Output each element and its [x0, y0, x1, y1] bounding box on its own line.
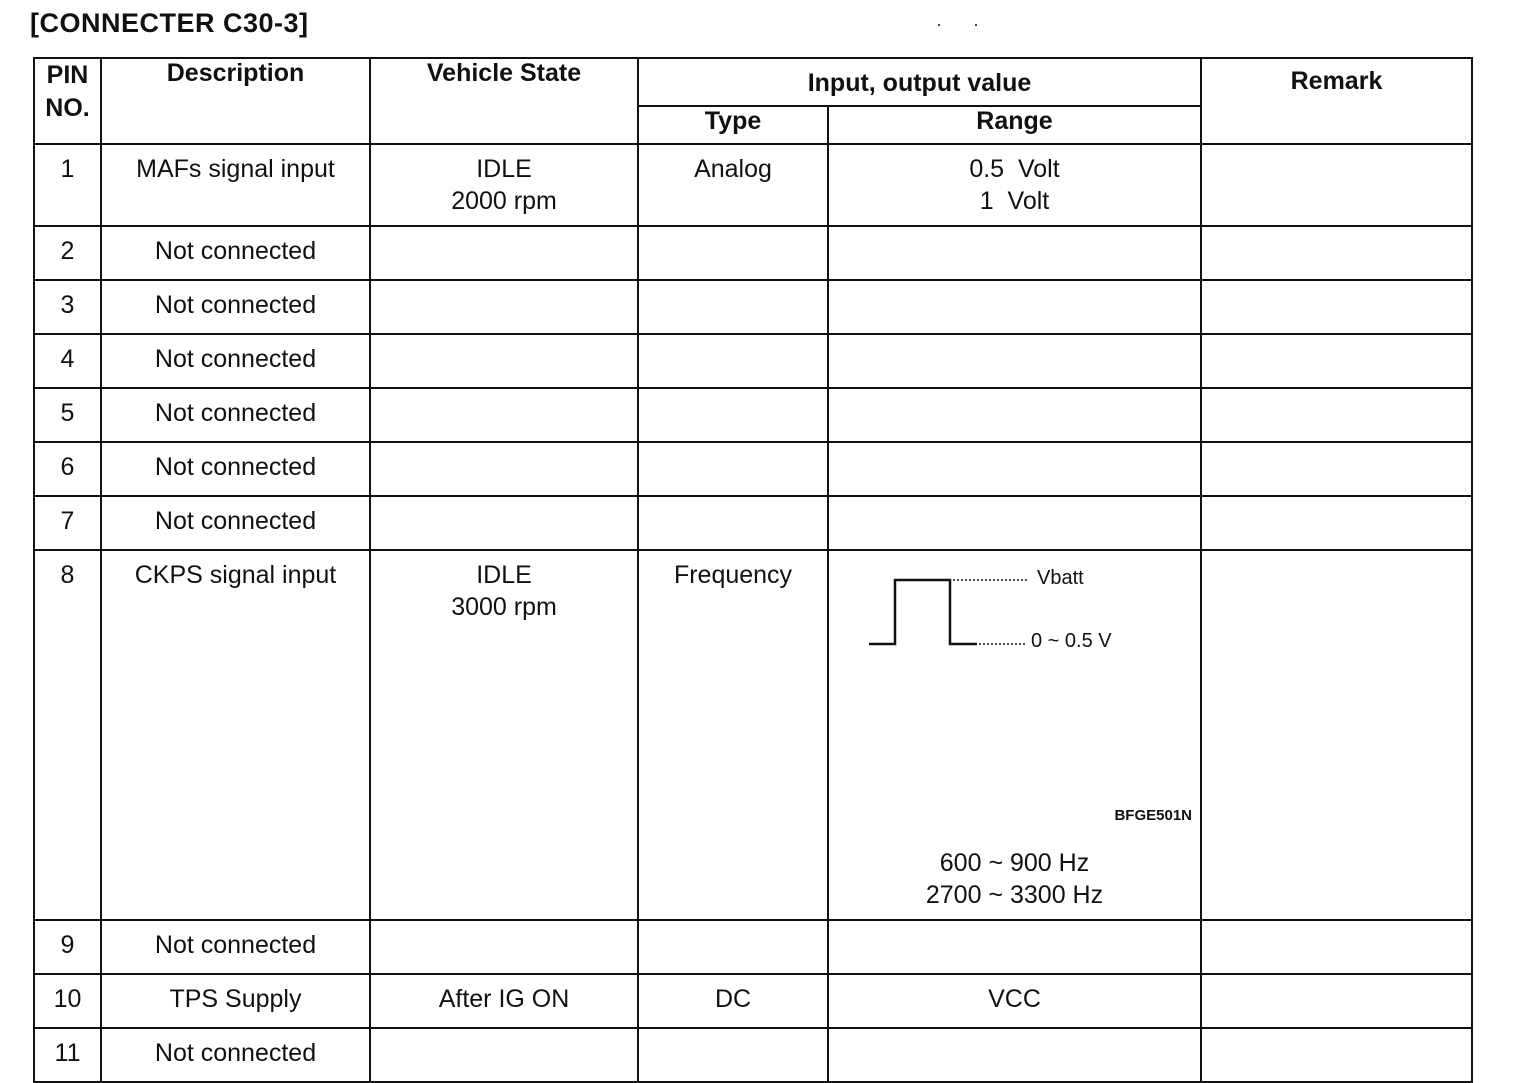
pin-description: Not connected	[101, 1028, 370, 1082]
vehicle-state-line: IDLE	[476, 155, 532, 183]
table-row	[34, 496, 1472, 550]
signal-range	[828, 496, 1201, 550]
signal-type	[638, 442, 828, 496]
pin-description: CKPS signal input	[101, 550, 370, 920]
pin-number: 9	[34, 920, 101, 974]
vehicle-state	[370, 388, 638, 442]
remark-cell	[1201, 1028, 1472, 1082]
signal-range	[828, 280, 1201, 334]
table-header-row	[34, 58, 1472, 106]
pin-number: 7	[34, 496, 101, 550]
vehicle-state	[370, 144, 638, 226]
vehicle-state	[370, 280, 638, 334]
signal-range	[828, 550, 1201, 920]
pin-description: Not connected	[101, 442, 370, 496]
description-header: Description	[101, 58, 370, 144]
vehicle-state: After IG ON	[370, 974, 638, 1028]
io-value-header: Input, output value	[638, 58, 1201, 106]
vehicle-state	[370, 1028, 638, 1082]
pin-description: MAFs signal input	[101, 144, 370, 226]
pin-number: 8	[34, 550, 101, 920]
remark-cell	[1201, 334, 1472, 388]
scan-speck	[975, 24, 977, 26]
table-row	[34, 1028, 1472, 1082]
table-row	[34, 442, 1472, 496]
pin-no-header	[34, 58, 101, 144]
pin-header-line2: NO.	[45, 94, 90, 122]
signal-type: DC	[638, 974, 828, 1028]
signal-range	[828, 334, 1201, 388]
remark-cell	[1201, 496, 1472, 550]
type-header: Type	[638, 106, 828, 144]
signal-type: Frequency	[638, 550, 828, 920]
remark-cell	[1201, 144, 1472, 226]
signal-range	[828, 920, 1201, 974]
pin-number: 10	[34, 974, 101, 1028]
signal-range	[828, 442, 1201, 496]
pin-number: 1	[34, 144, 101, 226]
pin-number: 11	[34, 1028, 101, 1082]
pin-number: 4	[34, 334, 101, 388]
remark-cell	[1201, 226, 1472, 280]
frequency-range	[829, 847, 1200, 911]
table-row	[34, 334, 1472, 388]
table-row	[34, 388, 1472, 442]
vbatt-label: Vbatt	[1037, 567, 1084, 589]
signal-type	[638, 496, 828, 550]
pin-description: TPS Supply	[101, 974, 370, 1028]
signal-type	[638, 388, 828, 442]
connector-title: [CONNECTER C30-3]	[30, 8, 309, 38]
signal-range	[828, 1028, 1201, 1082]
remark-cell	[1201, 974, 1472, 1028]
square-wave-line	[869, 580, 977, 644]
vehicle-state	[370, 226, 638, 280]
vehicle-state	[370, 334, 638, 388]
table-row	[34, 226, 1472, 280]
pin-number: 6	[34, 442, 101, 496]
pin-description: Not connected	[101, 226, 370, 280]
range-line: 0.5 Volt	[969, 155, 1060, 183]
signal-range	[828, 226, 1201, 280]
remark-cell	[1201, 442, 1472, 496]
vehicle-state	[370, 496, 638, 550]
table-row	[34, 920, 1472, 974]
pin-description: Not connected	[101, 280, 370, 334]
vehicle-state-header: Vehicle State	[370, 58, 638, 144]
signal-type	[638, 226, 828, 280]
signal-range	[828, 388, 1201, 442]
range-line: 2700 ~ 3300 Hz	[925, 881, 1104, 909]
remark-cell	[1201, 280, 1472, 334]
table-row	[34, 974, 1472, 1028]
signal-range	[828, 144, 1201, 226]
range-line: 600 ~ 900 Hz	[939, 849, 1090, 877]
remark-cell	[1201, 920, 1472, 974]
vehicle-state	[370, 550, 638, 920]
vehicle-state-line: IDLE	[476, 561, 532, 589]
pin-number: 3	[34, 280, 101, 334]
remark-cell	[1201, 388, 1472, 442]
remark-cell	[1201, 550, 1472, 920]
square-wave-diagram	[829, 551, 1202, 801]
signal-type	[638, 1028, 828, 1082]
pin-description: Not connected	[101, 496, 370, 550]
table-row	[34, 280, 1472, 334]
pin-description: Not connected	[101, 920, 370, 974]
signal-range: VCC	[828, 974, 1201, 1028]
table-row	[34, 550, 1472, 920]
range-line: 1 Volt	[979, 187, 1050, 215]
table-row	[34, 144, 1472, 226]
pin-header-line1: PIN	[46, 61, 89, 89]
pin-number: 2	[34, 226, 101, 280]
vehicle-state	[370, 920, 638, 974]
pin-number: 5	[34, 388, 101, 442]
pin-description: Not connected	[101, 388, 370, 442]
pin-description: Not connected	[101, 334, 370, 388]
remark-header: Remark	[1201, 58, 1472, 144]
vehicle-state-line: 2000 rpm	[451, 187, 557, 215]
signal-type	[638, 334, 828, 388]
signal-type	[638, 920, 828, 974]
range-header: Range	[828, 106, 1201, 144]
signal-type: Analog	[638, 144, 828, 226]
signal-type	[638, 280, 828, 334]
pin-table	[33, 57, 1473, 1083]
figure-code: BFGE501N	[1114, 807, 1192, 824]
waveform-figure	[829, 551, 1200, 911]
scan-speck	[938, 24, 940, 26]
low-voltage-label: 0 ~ 0.5 V	[1031, 630, 1112, 652]
vehicle-state-line: 3000 rpm	[451, 593, 557, 621]
vehicle-state	[370, 442, 638, 496]
